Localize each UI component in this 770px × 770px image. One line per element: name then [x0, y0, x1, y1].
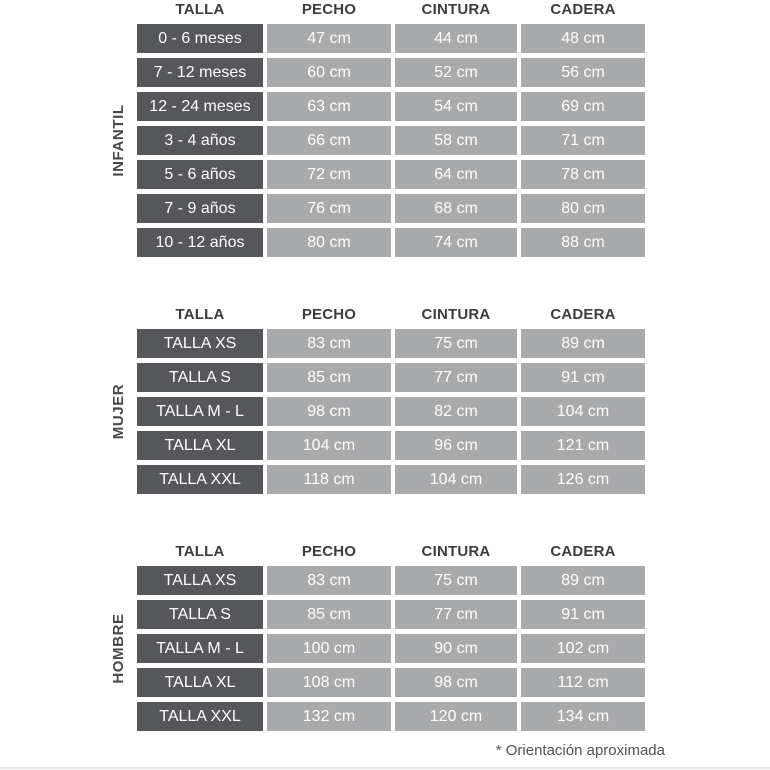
size-label-cell: TALLA M - L [137, 397, 263, 426]
measure-cell: 89 cm [521, 329, 645, 358]
size-label-cell: 10 - 12 años [137, 228, 263, 257]
measure-cell: 83 cm [267, 329, 391, 358]
column-header-cintura: CINTURA [395, 542, 517, 561]
measure-cell: 75 cm [395, 566, 517, 595]
measure-cell: 44 cm [395, 24, 517, 53]
column-header-pecho: PECHO [267, 0, 391, 19]
measure-cell: 72 cm [267, 160, 391, 189]
size-label-cell: 5 - 6 años [137, 160, 263, 189]
measure-cell: 112 cm [521, 668, 645, 697]
measure-cell: 80 cm [267, 228, 391, 257]
size-label-cell: TALLA XL [137, 668, 263, 697]
size-label-cell: 7 - 12 meses [137, 58, 263, 87]
column-header-cadera: CADERA [521, 542, 645, 561]
measure-cell: 104 cm [267, 431, 391, 460]
measure-cell: 89 cm [521, 566, 645, 595]
measure-cell: 52 cm [395, 58, 517, 87]
measure-cell: 91 cm [521, 600, 645, 629]
column-header-pecho: PECHO [267, 305, 391, 324]
measure-cell: 48 cm [521, 24, 645, 53]
measure-cell: 83 cm [267, 566, 391, 595]
measure-cell: 132 cm [267, 702, 391, 731]
section-label-infantil: INFANTIL [109, 104, 127, 177]
size-label-cell: TALLA XL [137, 431, 263, 460]
column-header-talla: TALLA [137, 305, 263, 324]
footnote: * Orientación aproximada [495, 742, 665, 759]
table-mujer [137, 305, 645, 494]
size-label-cell: 7 - 9 años [137, 194, 263, 223]
size-label-cell: TALLA M - L [137, 634, 263, 663]
measure-cell: 96 cm [395, 431, 517, 460]
measure-cell: 88 cm [521, 228, 645, 257]
measure-cell: 82 cm [395, 397, 517, 426]
measure-cell: 47 cm [267, 24, 391, 53]
measure-cell: 69 cm [521, 92, 645, 121]
measure-cell: 108 cm [267, 668, 391, 697]
measure-cell: 74 cm [395, 228, 517, 257]
measure-cell: 64 cm [395, 160, 517, 189]
column-header-cintura: CINTURA [395, 305, 517, 324]
section-hombre [109, 542, 645, 731]
size-label-cell: TALLA XXL [137, 702, 263, 731]
size-label-cell: TALLA S [137, 600, 263, 629]
section-infantil [109, 0, 645, 257]
measure-cell: 71 cm [521, 126, 645, 155]
measure-cell: 134 cm [521, 702, 645, 731]
measure-cell: 120 cm [395, 702, 517, 731]
measure-cell: 98 cm [267, 397, 391, 426]
measure-cell: 80 cm [521, 194, 645, 223]
measure-cell: 104 cm [395, 465, 517, 494]
measure-cell: 121 cm [521, 431, 645, 460]
measure-cell: 102 cm [521, 634, 645, 663]
measure-cell: 77 cm [395, 600, 517, 629]
measure-cell: 63 cm [267, 92, 391, 121]
measure-cell: 78 cm [521, 160, 645, 189]
column-header-talla: TALLA [137, 0, 263, 19]
section-label-mujer: MUJER [109, 383, 127, 440]
size-label-cell: 3 - 4 años [137, 126, 263, 155]
column-header-cadera: CADERA [521, 305, 645, 324]
size-tables [109, 0, 645, 731]
measure-cell: 85 cm [267, 600, 391, 629]
column-header-talla: TALLA [137, 542, 263, 561]
measure-cell: 85 cm [267, 363, 391, 392]
measure-cell: 118 cm [267, 465, 391, 494]
size-label-cell: TALLA XS [137, 566, 263, 595]
measure-cell: 76 cm [267, 194, 391, 223]
size-label-cell: TALLA XS [137, 329, 263, 358]
measure-cell: 60 cm [267, 58, 391, 87]
section-mujer [109, 305, 645, 494]
column-header-cadera: CADERA [521, 0, 645, 19]
table-infantil [137, 0, 645, 257]
size-label-cell: TALLA S [137, 363, 263, 392]
measure-cell: 100 cm [267, 634, 391, 663]
measure-cell: 66 cm [267, 126, 391, 155]
measure-cell: 126 cm [521, 465, 645, 494]
measure-cell: 104 cm [521, 397, 645, 426]
size-label-cell: TALLA XXL [137, 465, 263, 494]
measure-cell: 98 cm [395, 668, 517, 697]
column-header-pecho: PECHO [267, 542, 391, 561]
table-hombre [137, 542, 645, 731]
bottom-divider [0, 767, 770, 769]
section-label-hombre: HOMBRE [109, 613, 127, 684]
column-header-cintura: CINTURA [395, 0, 517, 19]
measure-cell: 90 cm [395, 634, 517, 663]
measure-cell: 56 cm [521, 58, 645, 87]
measure-cell: 75 cm [395, 329, 517, 358]
size-label-cell: 12 - 24 meses [137, 92, 263, 121]
measure-cell: 77 cm [395, 363, 517, 392]
measure-cell: 68 cm [395, 194, 517, 223]
measure-cell: 54 cm [395, 92, 517, 121]
size-label-cell: 0 - 6 meses [137, 24, 263, 53]
measure-cell: 58 cm [395, 126, 517, 155]
measure-cell: 91 cm [521, 363, 645, 392]
